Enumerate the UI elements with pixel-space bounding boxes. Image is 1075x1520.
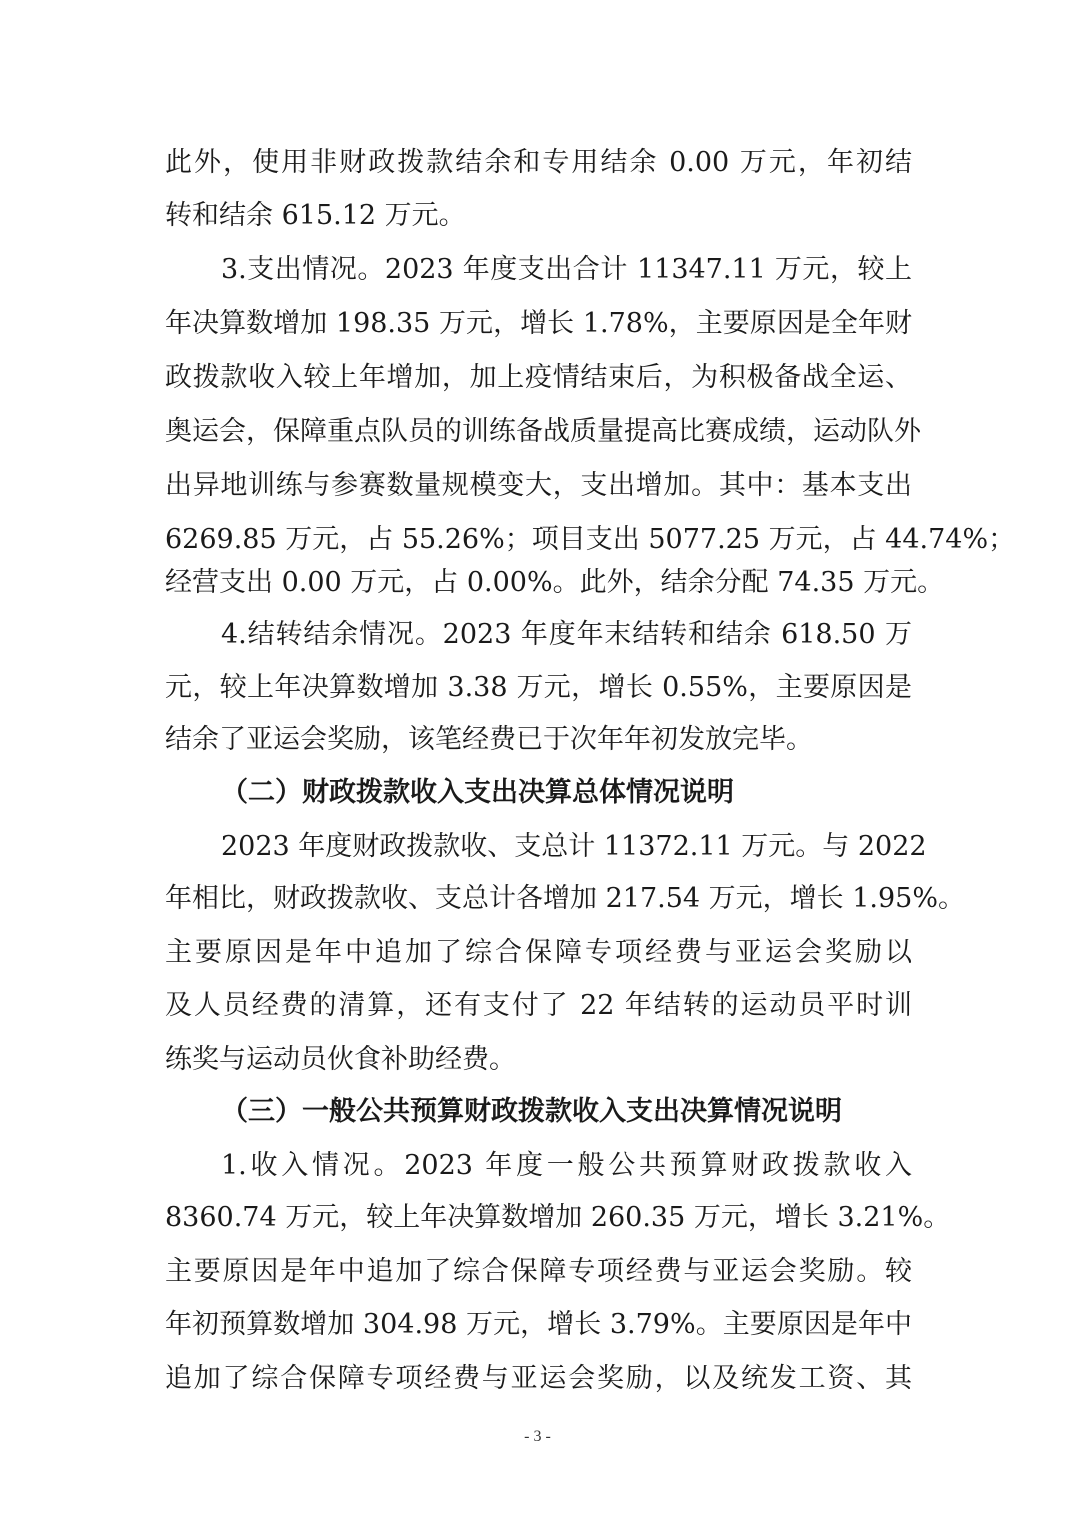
section-heading: （三）一般公共预算财政拨款收入支出决算情况说明: [221, 1096, 842, 1127]
text-line: 8360.74 万元，较上年决算数增加 260.35 万元，增长 3.21%。: [165, 1202, 951, 1233]
text-line: 经营支出 0.00 万元，占 0.00%。此外，结余分配 74.35 万元。: [165, 567, 945, 598]
text-line: 6269.85 万元，占 55.26%；项目支出 5077.25 万元，占 44.74%；: [165, 524, 1016, 555]
text-line: 结余了亚运会奖励，该笔经费已于次年年初发放完毕。: [165, 724, 813, 755]
text-line: 练奖与运动员伙食补助经费。: [165, 1044, 516, 1075]
text-line: 转和结余 615.12 万元。: [165, 200, 466, 231]
section-heading: （二）财政拨款收入支出决算总体情况说明: [221, 777, 734, 808]
text-line: 主要原因是年中追加了综合保障专项经费与亚运会奖励以: [165, 937, 912, 968]
text-line: 年初预算数增加 304.98 万元，增长 3.79%。主要原因是年中: [165, 1309, 912, 1340]
text-line: 主要原因是年中追加了综合保障专项经费与亚运会奖励。较: [165, 1256, 912, 1287]
text-line: 年决算数增加 198.35 万元，增长 1.78%，主要原因是全年财: [165, 308, 912, 339]
text-line: 奥运会，保障重点队员的训练备战质量提高比赛成绩，运动队外: [165, 416, 921, 447]
text-line: 1.收入情况。2023 年度一般公共预算财政拨款收入: [221, 1150, 912, 1181]
text-line: 政拨款收入较上年增加，加上疫情结束后，为积极备战全运、: [165, 362, 912, 393]
page-number: - 3 -: [524, 1428, 551, 1445]
text-line: 4.结转结余情况。2023 年度年末结转和结余 618.50 万: [221, 619, 912, 650]
text-line: 此外，使用非财政拨款结余和专用结余 0.00 万元，年初结: [165, 147, 912, 178]
text-line: 元，较上年决算数增加 3.38 万元，增长 0.55%，主要原因是: [165, 672, 912, 703]
text-line: 2023 年度财政拨款收、支总计 11372.11 万元。与 2022: [221, 831, 927, 862]
text-line: 出异地训练与参赛数量规模变大，支出增加。其中：基本支出: [165, 470, 912, 501]
text-line: 年相比，财政拨款收、支总计各增加 217.54 万元，增长 1.95%。: [165, 883, 965, 914]
text-line: 追加了综合保障专项经费与亚运会奖励，以及统发工资、其: [165, 1363, 912, 1394]
text-line: 3.支出情况。2023 年度支出合计 11347.11 万元，较上: [221, 254, 912, 285]
text-line: 及人员经费的清算，还有支付了 22 年结转的运动员平时训: [165, 990, 912, 1021]
